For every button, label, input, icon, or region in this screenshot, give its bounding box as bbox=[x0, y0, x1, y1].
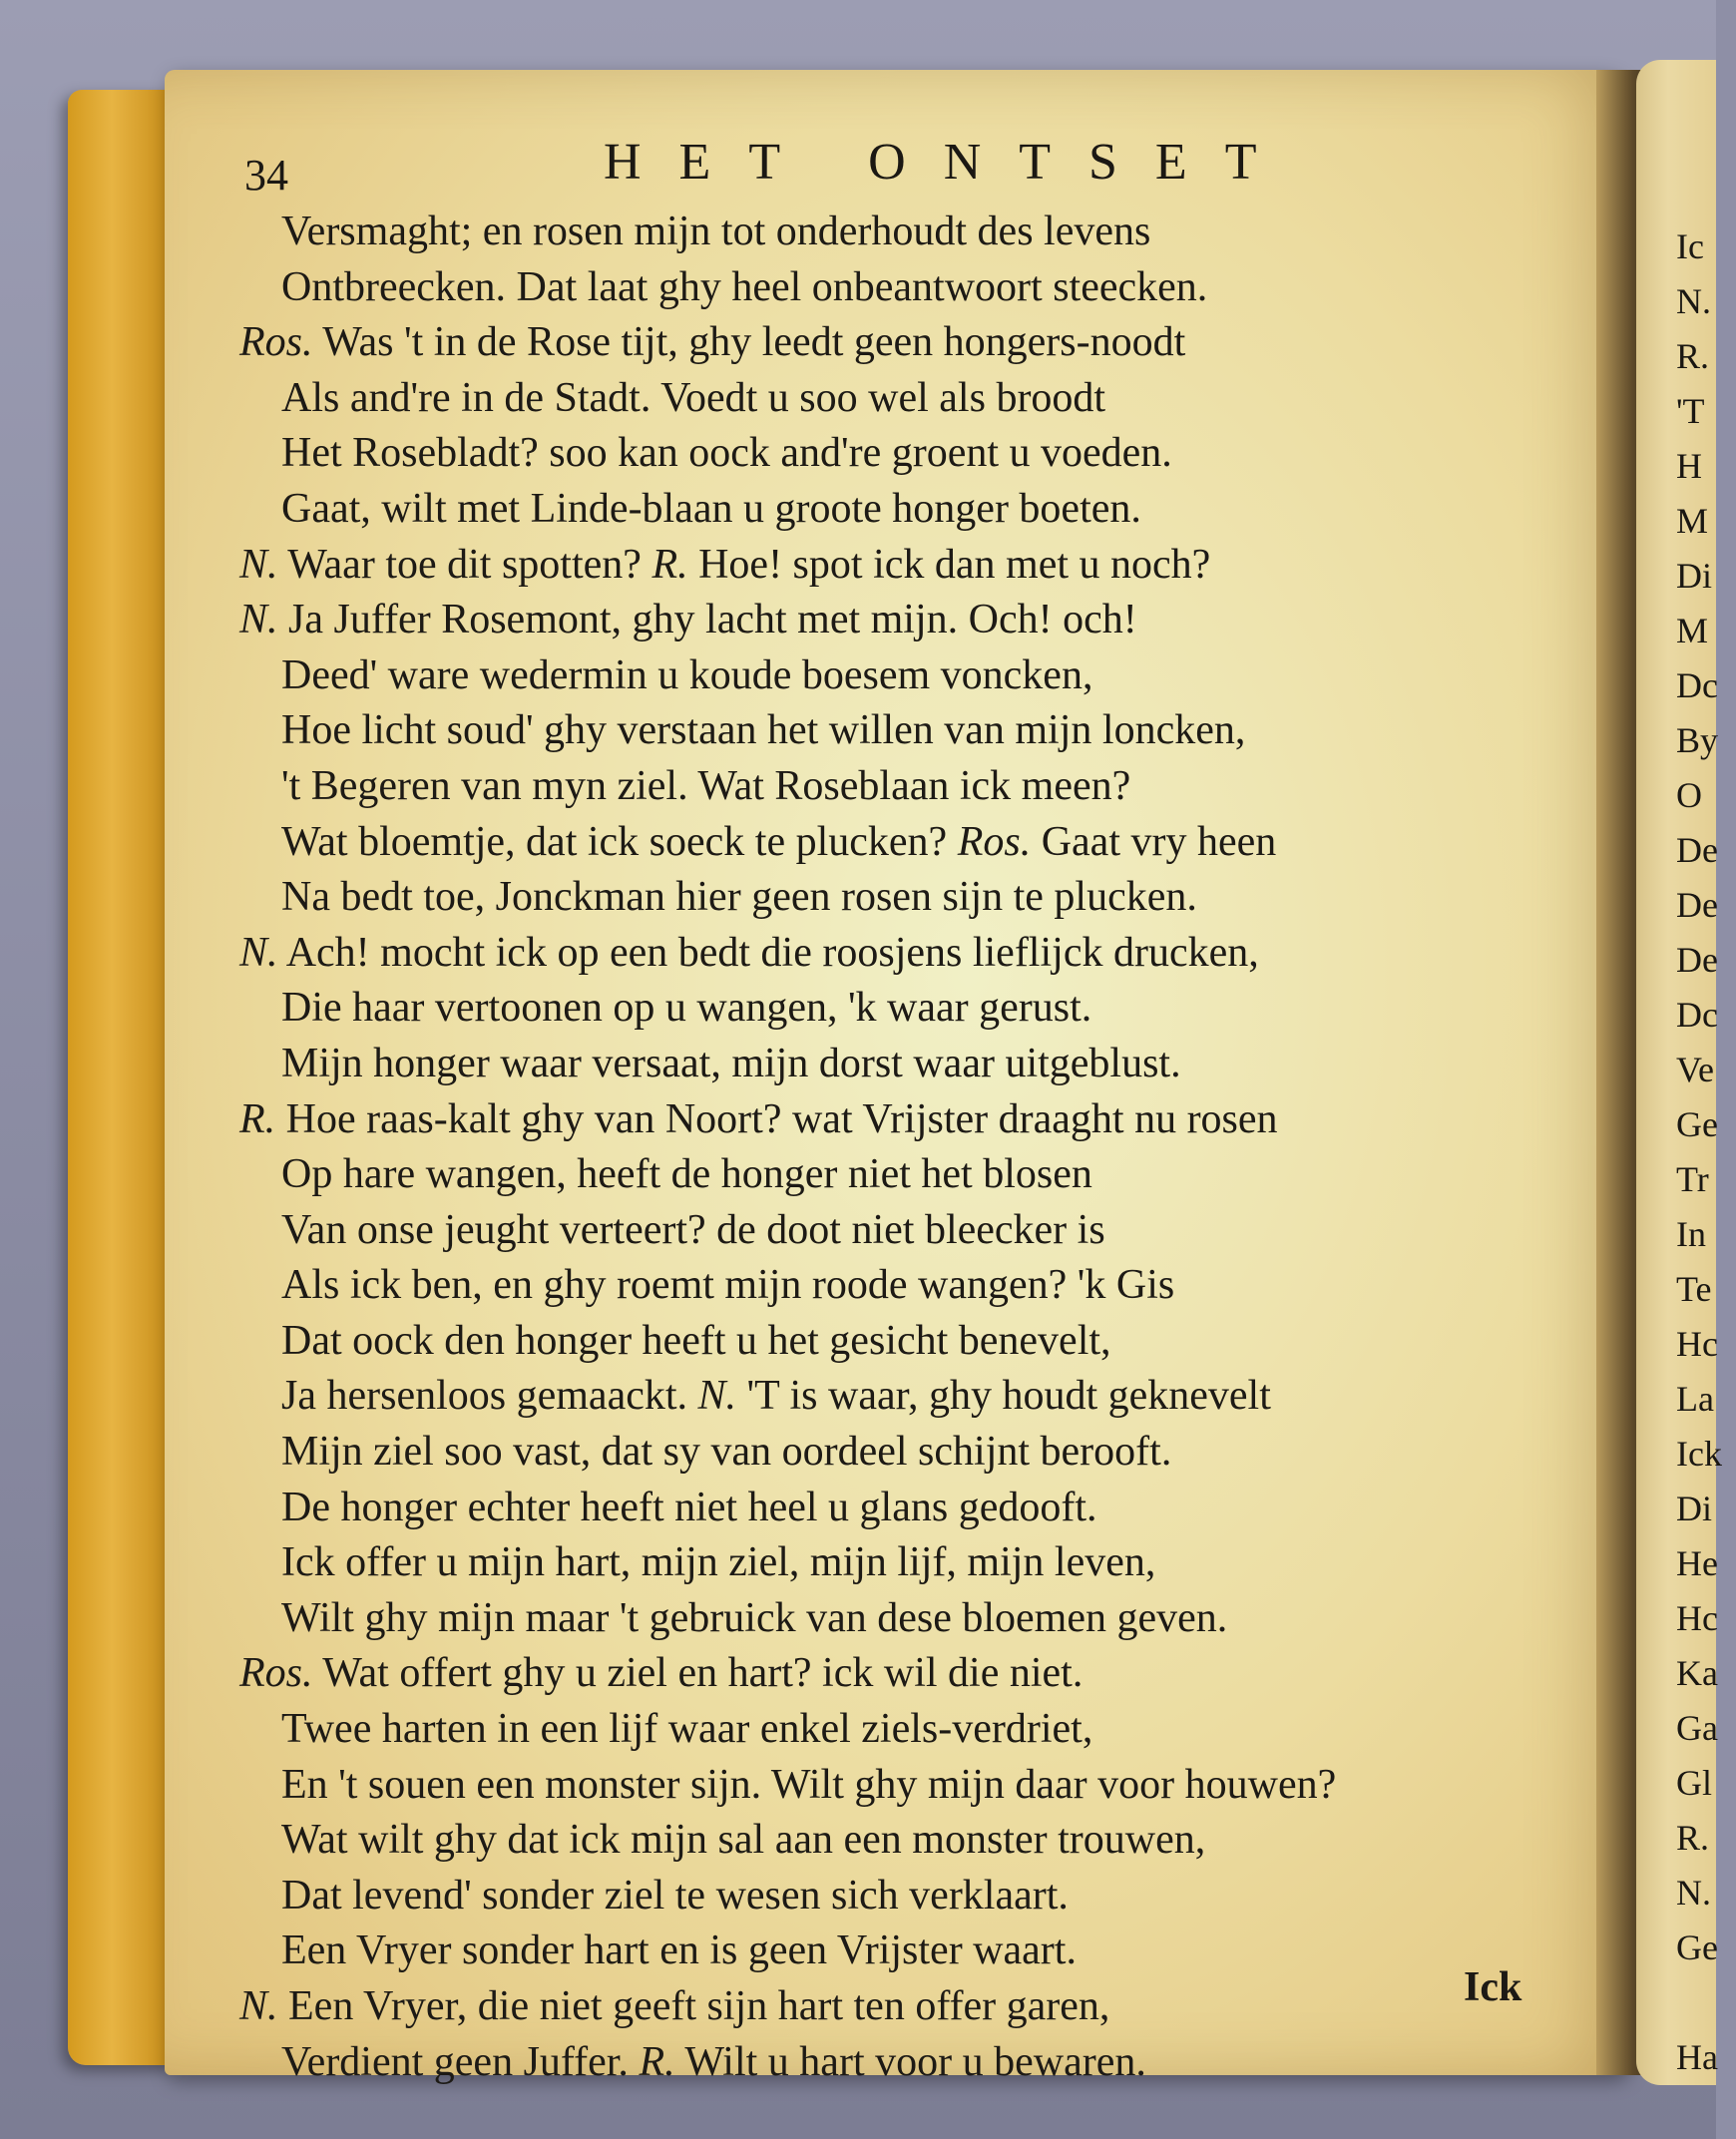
facing-page-fragment: De bbox=[1676, 830, 1718, 870]
line-text: Als ick ben, en ghy roemt mijn roode wangen? 'k Gis bbox=[281, 1262, 1175, 1309]
line-text: Wat wilt ghy dat ick mijn sal aan een monster trouwen, bbox=[281, 1817, 1206, 1864]
verse-line bbox=[239, 815, 1566, 871]
catchword: Ick bbox=[1464, 1964, 1522, 2010]
line-text: Na bedt toe, Jonckman hier geen rosen sijn te plucken. bbox=[281, 874, 1197, 921]
line-text: Deed' ware wedermin u koude boesem voncken, bbox=[281, 651, 1093, 698]
line-text: Ja hersenloos gemaackt. bbox=[281, 1373, 688, 1420]
facing-page-fragment: In bbox=[1676, 1214, 1706, 1254]
speaker-label: R. bbox=[639, 2038, 675, 2085]
speaker-label: N. bbox=[239, 541, 278, 588]
line-text: 't Begeren van myn ziel. Wat Roseblaan ick meen? bbox=[281, 762, 1131, 809]
line-text: Hoe! spot ick dan met u noch? bbox=[698, 541, 1211, 588]
line-text: De honger echter heeft niet heel u glans gedooft. bbox=[281, 1484, 1097, 1530]
line-text: Hoe licht soud' ghy verstaan het willen van mijn loncken, bbox=[281, 707, 1246, 754]
facing-page-fragment: By bbox=[1676, 720, 1719, 760]
verse-line bbox=[239, 1535, 1566, 1591]
line-text: Dat oock den honger heeft u het gesicht benevelt, bbox=[281, 1317, 1111, 1364]
verse-line bbox=[239, 1147, 1566, 1203]
verse-line bbox=[239, 981, 1566, 1037]
facing-page-fragment: Ka bbox=[1676, 1653, 1718, 1693]
verse-line bbox=[239, 870, 1566, 926]
line-text: Het Rosebladt? soo kan oock and're groent u voeden. bbox=[281, 430, 1172, 477]
line-text: Ach! mocht ick op een bedt die roosjens lieflijck drucken, bbox=[285, 929, 1259, 976]
facing-page-fragment: De bbox=[1676, 885, 1718, 925]
speaker-label: Ros. bbox=[957, 818, 1032, 865]
line-text: Van onse jeught verteert? de doot niet bleecker is bbox=[281, 1206, 1105, 1253]
speaker-label: N. bbox=[239, 597, 278, 643]
line-text: Een Vryer sonder hart en is geen Vrijster waart. bbox=[281, 1927, 1077, 1974]
verse-line bbox=[239, 315, 1566, 371]
verse-line bbox=[239, 703, 1566, 759]
verse-line bbox=[239, 1037, 1566, 1092]
book-page-edges bbox=[68, 90, 178, 2065]
facing-page-fragment: Ge bbox=[1676, 1927, 1718, 1967]
speaker-label: N. bbox=[697, 1373, 737, 1420]
facing-page-fragment: Ge bbox=[1676, 1104, 1718, 1144]
facing-page-fragment: M bbox=[1676, 501, 1709, 541]
facing-page-fragment: Dc bbox=[1676, 665, 1718, 705]
line-text: Wilt ghy mijn maar 't gebruick van dese bloemen geven. bbox=[281, 1594, 1228, 1641]
verse-line bbox=[239, 1369, 1566, 1425]
line-text: Ick offer u mijn hart, mijn ziel, mijn lijf, mijn leven, bbox=[281, 1539, 1156, 1586]
running-head: HET ONTSET bbox=[604, 134, 1295, 191]
line-text: Twee harten in een lijf waar enkel ziels-verdriet, bbox=[281, 1706, 1093, 1753]
verse-line bbox=[239, 1258, 1566, 1314]
line-text: Verdient geen Juffer. bbox=[281, 2038, 629, 2085]
page-number: 34 bbox=[244, 151, 288, 200]
verse-line bbox=[239, 1869, 1566, 1925]
speaker-label: N. bbox=[239, 1983, 278, 2029]
speaker-label: R. bbox=[239, 1095, 276, 1142]
facing-page-fragment: N. bbox=[1676, 281, 1711, 321]
line-text: Mijn ziel soo vast, dat sy van oordeel schijnt berooft. bbox=[281, 1429, 1172, 1476]
facing-page-fragment: R. bbox=[1676, 336, 1710, 376]
verse-line bbox=[239, 1758, 1566, 1814]
facing-page-fragment: Di bbox=[1676, 556, 1712, 596]
facing-page-fragment: H bbox=[1676, 446, 1702, 486]
verse-line bbox=[239, 1092, 1566, 1148]
verse-line bbox=[239, 426, 1566, 482]
facing-page-fragment: Hc bbox=[1676, 1324, 1718, 1364]
facing-page-fragment: Te bbox=[1676, 1269, 1712, 1309]
facing-page-text bbox=[1676, 219, 1736, 2085]
line-text: Hoe raas-kalt ghy van Noort? wat Vrijster draaght nu rosen bbox=[285, 1095, 1278, 1142]
verse-line bbox=[239, 593, 1566, 648]
verse-line bbox=[239, 759, 1566, 815]
verse-line bbox=[239, 926, 1566, 982]
speaker-label: Ros. bbox=[239, 319, 313, 366]
line-text: Een Vryer, die niet geeft sijn hart ten offer garen, bbox=[288, 1983, 1110, 2029]
facing-page-fragment: Dc bbox=[1676, 995, 1718, 1035]
speaker-label: R. bbox=[651, 541, 688, 588]
facing-page-fragment: De bbox=[1676, 940, 1718, 980]
facing-page-fragment: Tr bbox=[1676, 1159, 1709, 1199]
verse-line bbox=[239, 1924, 1566, 1979]
verse-line bbox=[239, 482, 1566, 538]
facing-page-fragment bbox=[1676, 1975, 1736, 2030]
verse-line bbox=[239, 371, 1566, 427]
facing-page-fragment: N. bbox=[1676, 1873, 1711, 1913]
line-text: Ontbreecken. Dat laat ghy heel onbeantwoort steecken. bbox=[281, 263, 1208, 310]
line-text: Mijn honger waar versaat, mijn dorst waar uitgeblust. bbox=[281, 1040, 1181, 1086]
verse-line bbox=[239, 1813, 1566, 1869]
speaker-label: N. bbox=[239, 929, 278, 976]
line-text: Op hare wangen, heeft de honger niet het blosen bbox=[281, 1151, 1092, 1198]
line-text: Wilt u hart voor u bewaren. bbox=[684, 2038, 1146, 2085]
verse-line bbox=[239, 1591, 1566, 1647]
facing-page-fragment: La bbox=[1676, 1379, 1714, 1419]
line-text: Gaat, wilt met Linde-blaan u groote honger boeten. bbox=[281, 485, 1141, 532]
verse-line bbox=[239, 260, 1566, 316]
facing-page-fragment: Ick bbox=[1676, 1434, 1722, 1474]
verse-line bbox=[239, 2035, 1566, 2091]
line-text: Wat offert ghy u ziel en hart? ick wil die niet. bbox=[322, 1650, 1084, 1697]
verse-line bbox=[239, 648, 1566, 704]
line-text: 'T is waar, ghy houdt geknevelt bbox=[746, 1373, 1271, 1420]
facing-page-fragment: Ga bbox=[1676, 1708, 1718, 1748]
verse-line bbox=[239, 1203, 1566, 1259]
facing-page-fragment: Di bbox=[1676, 1489, 1712, 1528]
line-text: Waar toe dit spotten? bbox=[287, 541, 642, 588]
line-text: Die haar vertoonen op u wangen, 'k waar gerust. bbox=[281, 985, 1092, 1032]
verse-text bbox=[239, 205, 1566, 2090]
line-text: Als and're in de Stadt. Voedt u soo wel als broodt bbox=[281, 374, 1106, 421]
facing-page-fragment: Ic bbox=[1676, 226, 1704, 266]
verse-line bbox=[239, 1702, 1566, 1758]
line-text: Ja Juffer Rosemont, ghy lacht met mijn. Och! och! bbox=[288, 597, 1137, 643]
speaker-label: Ros. bbox=[239, 1650, 313, 1697]
line-text: En 't souen een monster sijn. Wilt ghy mijn daar voor houwen? bbox=[281, 1761, 1337, 1808]
facing-page-fragment: Ha bbox=[1676, 2037, 1718, 2077]
facing-page-fragment: R. bbox=[1676, 1818, 1710, 1858]
verse-line bbox=[239, 205, 1566, 260]
facing-page-fragment: Ve bbox=[1676, 1050, 1714, 1089]
verse-line bbox=[239, 1646, 1566, 1702]
facing-page-fragment: Gl bbox=[1676, 1763, 1712, 1803]
line-text: Was 't in de Rose tijt, ghy leedt geen hongers-noodt bbox=[322, 319, 1186, 366]
verse-line bbox=[239, 1481, 1566, 1536]
facing-page-fragment: M bbox=[1676, 611, 1709, 650]
line-text: Wat bloemtje, dat ick soeck te plucken? bbox=[281, 818, 948, 865]
line-text: Gaat vry heen bbox=[1041, 818, 1277, 865]
line-text: Dat levend' sonder ziel te wesen sich verklaart. bbox=[281, 1872, 1069, 1919]
facing-page-fragment: 'T bbox=[1676, 391, 1705, 431]
facing-page-fragment: O bbox=[1676, 775, 1702, 815]
verse-line bbox=[239, 538, 1566, 594]
facing-page-fragment: He bbox=[1676, 1543, 1718, 1583]
verse-line bbox=[239, 1979, 1566, 2035]
line-text: Versmaght; en rosen mijn tot onderhoudt des levens bbox=[281, 209, 1151, 254]
facing-page bbox=[1636, 60, 1722, 2085]
page-header bbox=[244, 128, 1541, 198]
verse-line bbox=[239, 1425, 1566, 1481]
facing-page-fragment: Hc bbox=[1676, 1598, 1718, 1638]
verse-line bbox=[239, 1314, 1566, 1370]
